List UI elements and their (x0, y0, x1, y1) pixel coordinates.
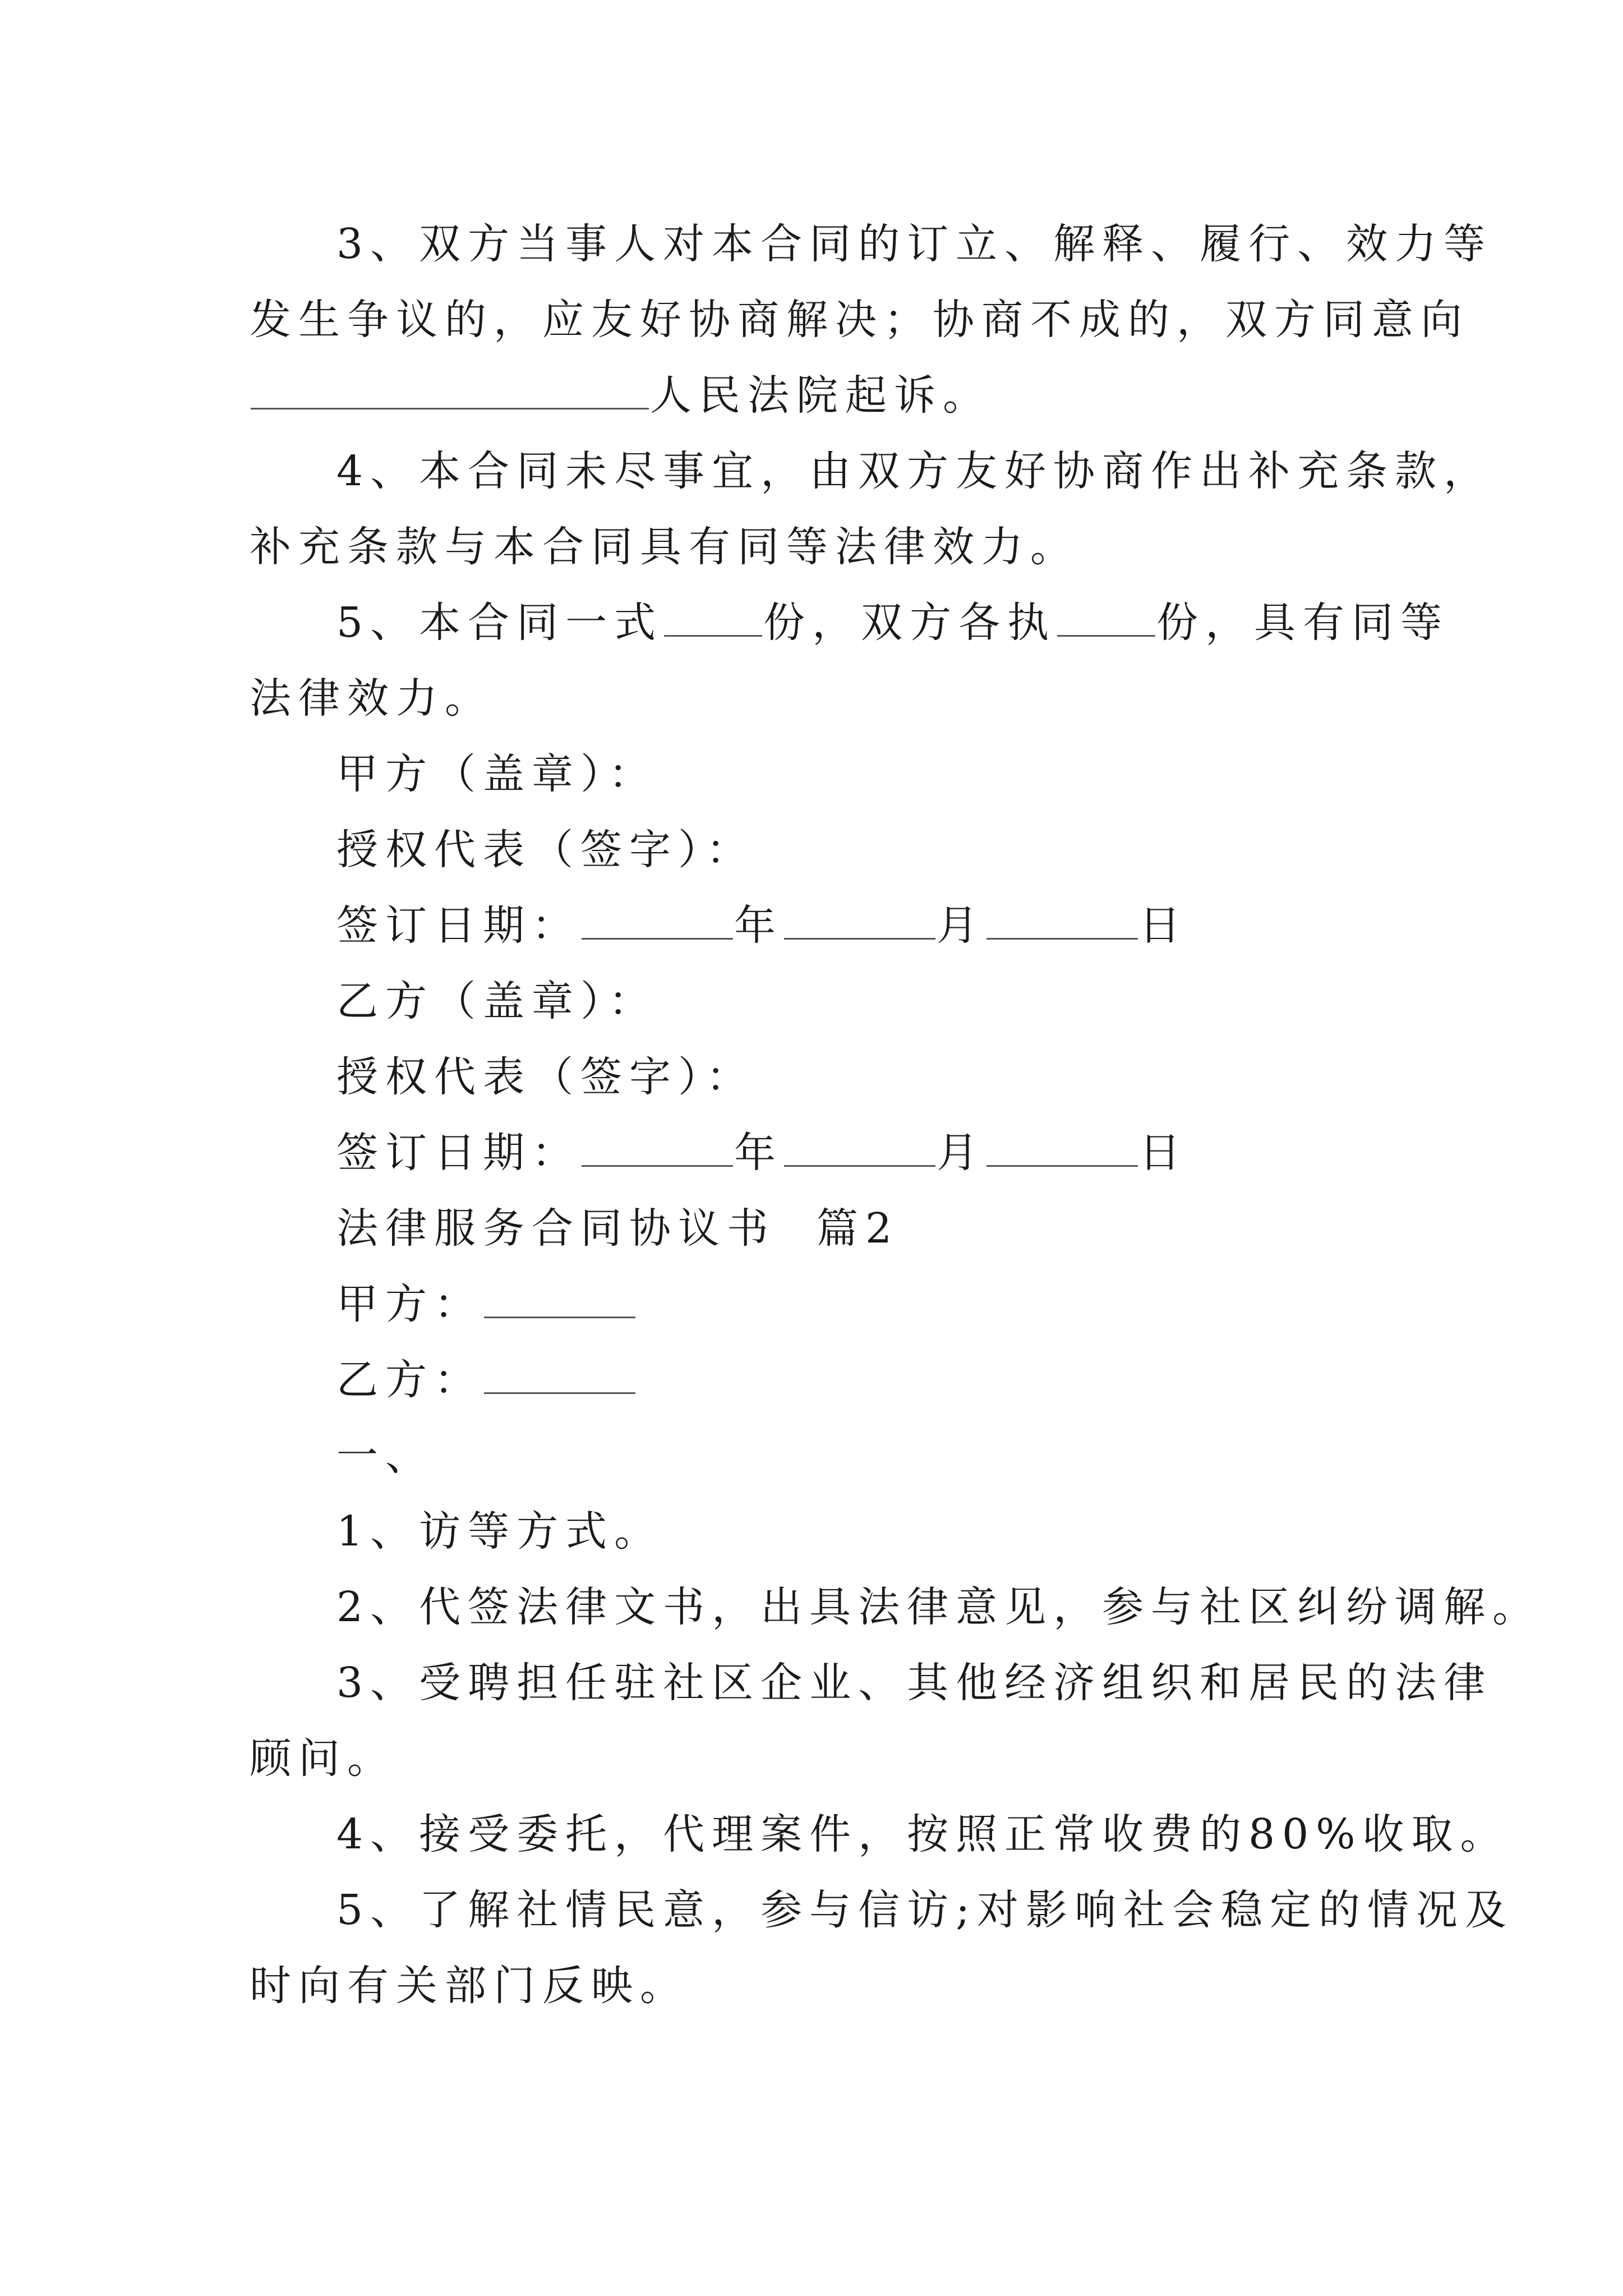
court-name-blank (251, 369, 649, 409)
party-b-year: 年 (734, 1129, 783, 1177)
clause3-line2: 发生争议的，应友好协商解决；协商不成的，双方同意向 (250, 296, 1469, 344)
party-b-day: 日 (1139, 1129, 1188, 1177)
section2-item3-line2: 顾问。 (250, 1734, 396, 1783)
party-b-seal: 乙方（盖章）： (336, 977, 657, 1025)
section2-party-a (336, 1276, 637, 1332)
section2-item4: 4、接受委托，代理案件，按照正常收费的80%收取。 (336, 1810, 1509, 1858)
party-a-day: 日 (1139, 901, 1188, 950)
party-b-month: 月 (937, 1129, 985, 1177)
section2-party-b (336, 1352, 637, 1408)
party-a-month-blank (784, 899, 935, 940)
section2-party-b-blank (484, 1353, 635, 1394)
section2-party-a-label: 甲方： (336, 1280, 483, 1328)
party-b-date (336, 1125, 1188, 1181)
party-b-month-blank (784, 1126, 935, 1167)
each-copies-blank (1057, 596, 1155, 637)
party-b-year-blank (582, 1126, 733, 1167)
party-a-year-blank (582, 899, 733, 940)
clause5-line1 (336, 595, 1449, 651)
party-a-day-blank (986, 899, 1138, 940)
section2-item5-line2: 时向有关部门反映。 (250, 1962, 689, 2010)
clause3-line3-tail: 人民法院起诉。 (650, 371, 992, 420)
total-copies-blank (664, 596, 762, 637)
party-b-day-blank (986, 1126, 1138, 1167)
party-b-date-label: 签订日期： (336, 1129, 580, 1177)
party-a-date-label: 签订日期： (336, 901, 580, 950)
section2-item3-line1: 3、受聘担任驻社区企业、其他经济组织和居民的法律 (336, 1659, 1493, 1707)
clause5-mid: 份，双方各执 (763, 599, 1057, 647)
section2-item5-line1: 5、了解社情民意，参与信访;对影响社会稳定的情况及 (336, 1886, 1514, 1934)
clause5-suffix: 份，具有同等 (1156, 599, 1450, 647)
clause5-prefix: 5、本合同一式 (336, 599, 663, 647)
clause3-line3 (250, 367, 992, 424)
section2-heading: 一、 (336, 1432, 434, 1480)
clause3-line1: 3、双方当事人对本合同的订立、解释、履行、效力等 (336, 220, 1493, 268)
party-a-rep: 授权代表（签字）： (336, 826, 755, 874)
section2-item2: 2、代签法律文书，出具法律意见，参与社区纠纷调解。 (336, 1583, 1542, 1631)
section2-party-b-label: 乙方： (336, 1356, 483, 1404)
party-b-rep: 授权代表（签字）： (336, 1053, 755, 1101)
clause4-line1: 4、本合同未尽事宜，由双方友好协商作出补充条款， (336, 447, 1493, 495)
party-a-year: 年 (734, 901, 783, 950)
party-a-month: 月 (937, 901, 985, 950)
section2-item1: 1、访等方式。 (336, 1507, 663, 1556)
party-a-date (336, 898, 1188, 954)
clause4-line2: 补充条款与本合同具有同等法律效力。 (250, 523, 1079, 571)
section2-title: 法律服务合同协议书 篇2 (336, 1204, 900, 1253)
party-a-seal: 甲方（盖章）： (336, 750, 657, 798)
section2-party-a-blank (484, 1277, 635, 1318)
clause5-line2: 法律效力。 (250, 674, 494, 723)
